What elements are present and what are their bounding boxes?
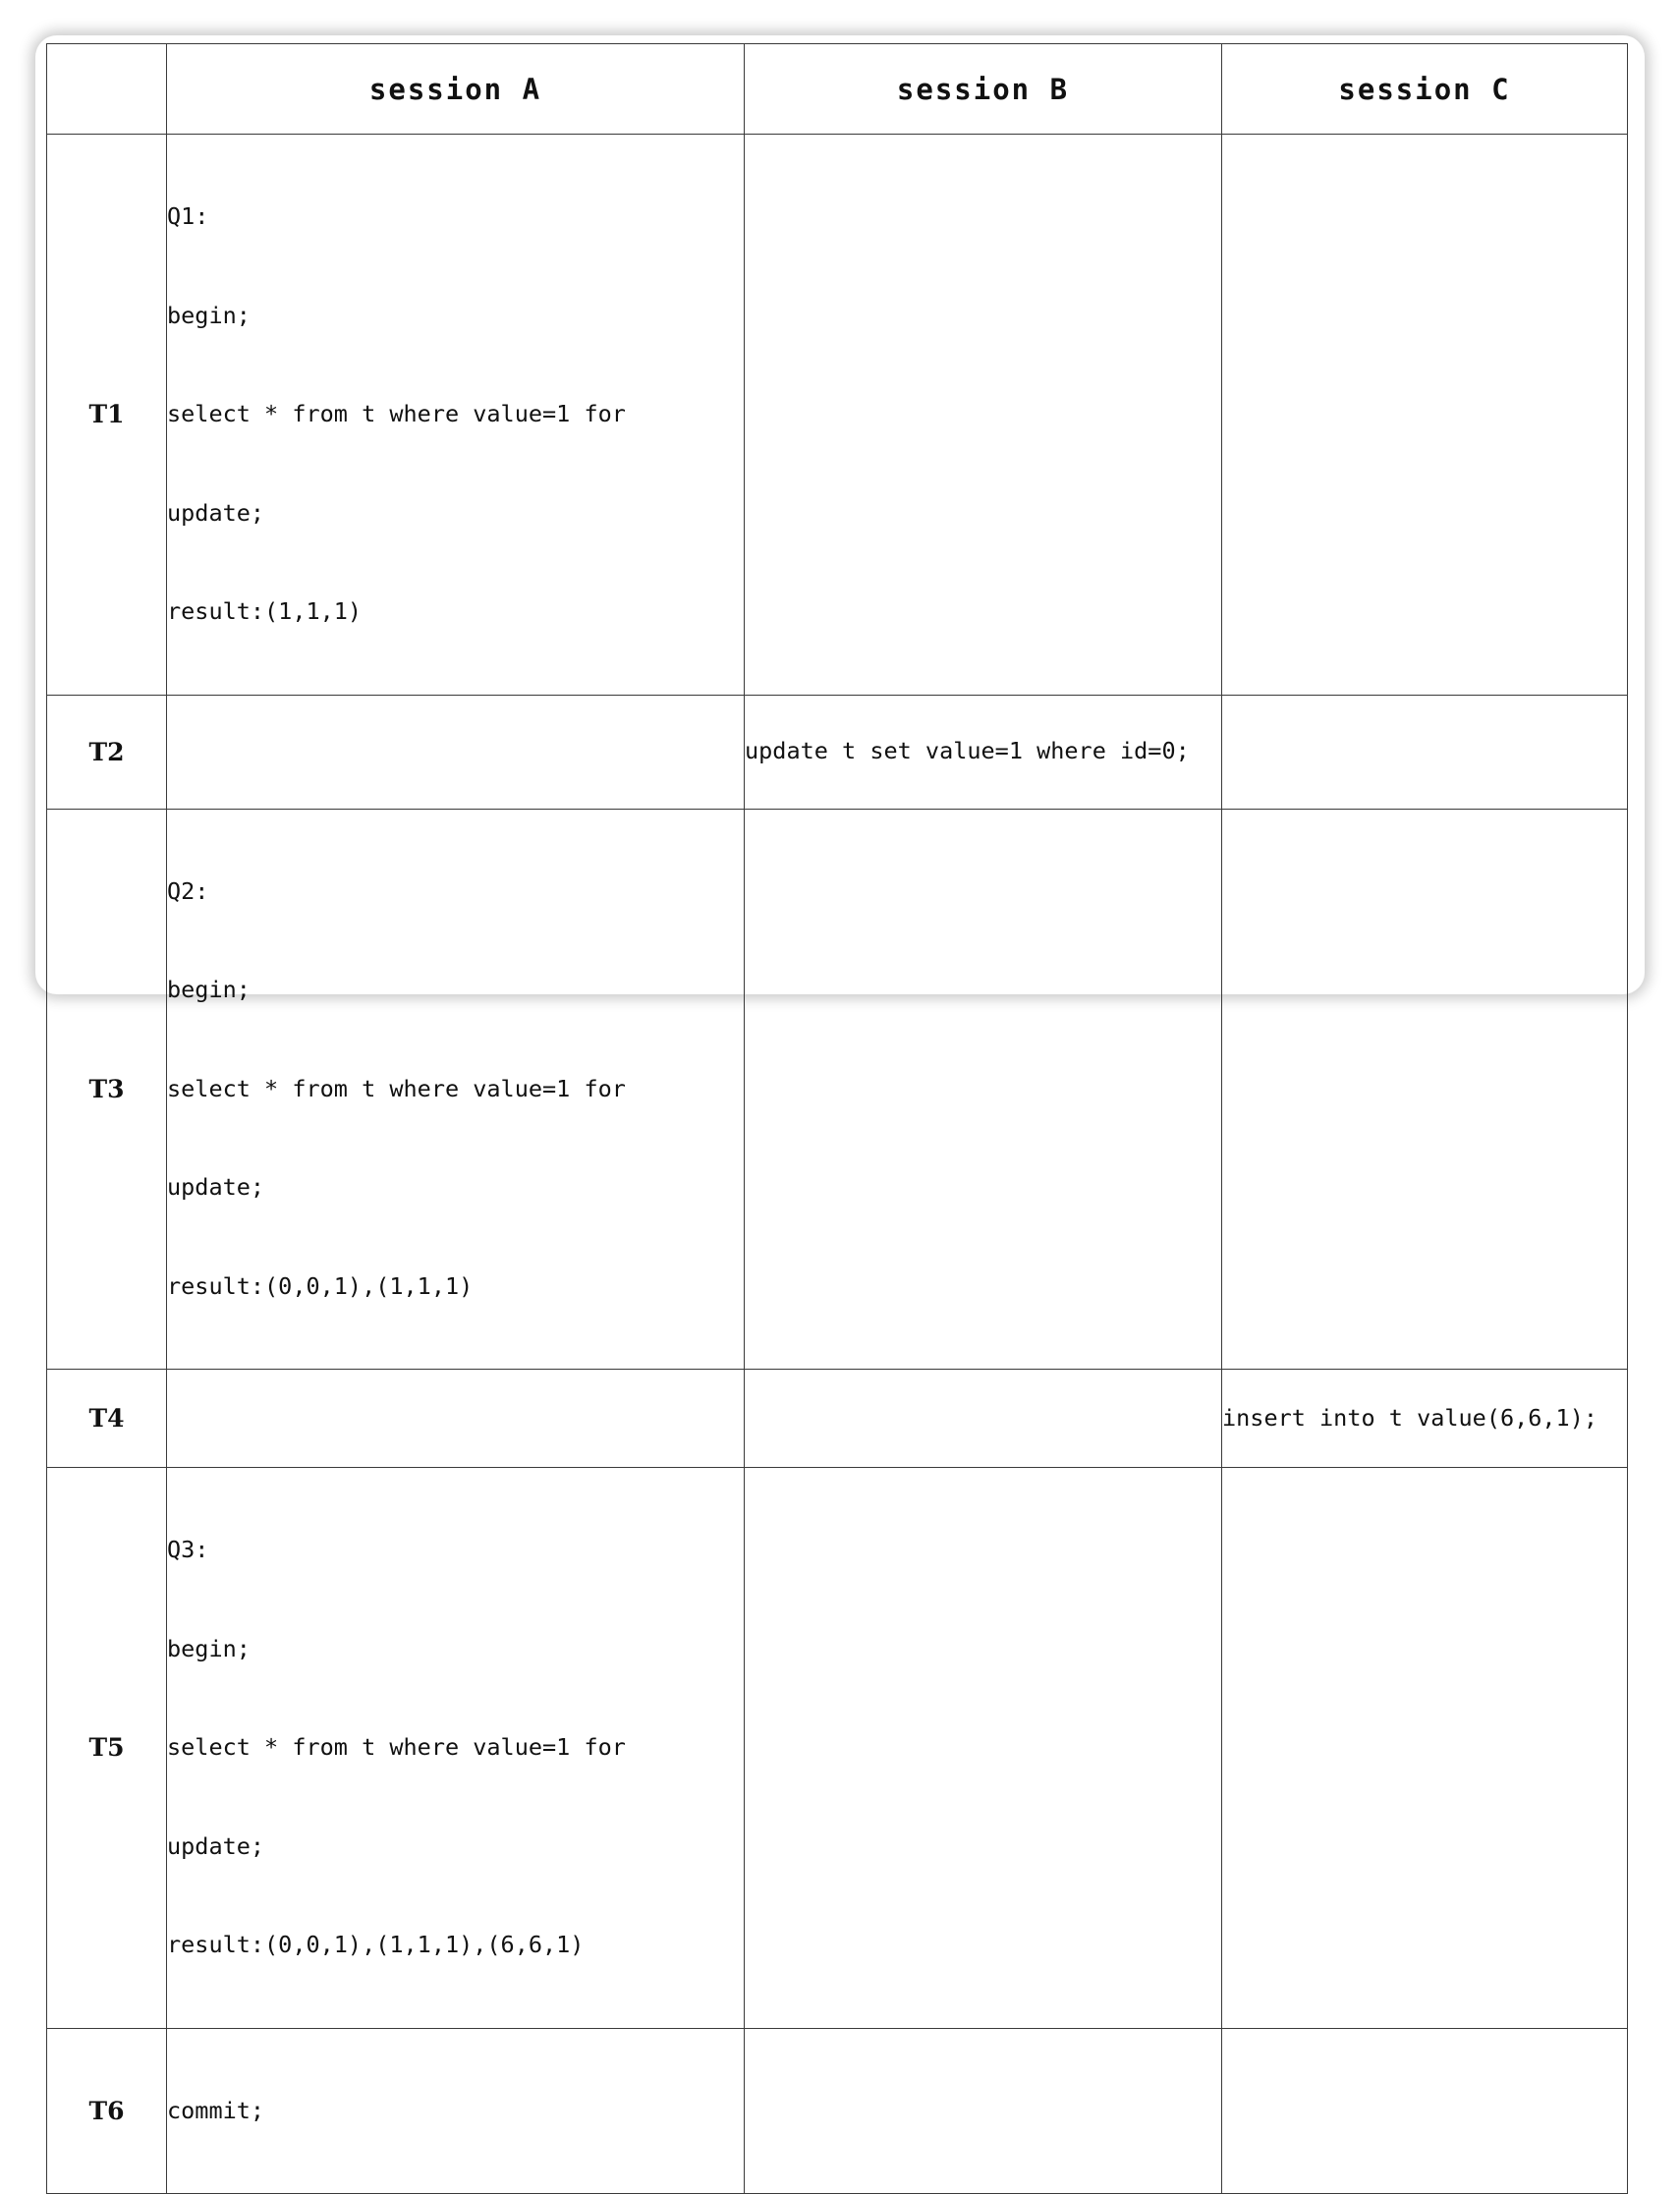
table-row bbox=[47, 1370, 1628, 1468]
code-line: Q1: bbox=[167, 202, 209, 230]
code-line: begin; bbox=[167, 1634, 251, 1662]
code-line: update; bbox=[167, 498, 265, 527]
code-line: begin; bbox=[167, 976, 251, 1003]
code-line: Q2: bbox=[167, 876, 209, 905]
session-b-cell bbox=[745, 1370, 1222, 1468]
session-a-cell bbox=[167, 695, 745, 809]
table-row bbox=[47, 2028, 1628, 2194]
header-session-c: session C bbox=[1222, 44, 1628, 135]
code-line: update; bbox=[167, 1173, 265, 1201]
code-line: Q3: bbox=[167, 1536, 209, 1563]
table-row bbox=[47, 695, 1628, 809]
row-label: T6 bbox=[47, 2028, 167, 2194]
session-c-cell bbox=[1222, 809, 1628, 1370]
session-b-cell: update t set value=1 where id=0; bbox=[745, 695, 1222, 809]
table-row bbox=[47, 135, 1628, 696]
session-c-cell bbox=[1222, 2028, 1628, 2194]
session-a-cell bbox=[167, 135, 745, 696]
session-c-cell bbox=[1222, 695, 1628, 809]
session-a-cell bbox=[167, 1468, 745, 2029]
session-b-cell bbox=[745, 2028, 1222, 2194]
code-line: select * from t where value=1 for bbox=[167, 400, 626, 427]
session-timeline-table bbox=[46, 43, 1628, 2194]
row-label: T1 bbox=[47, 135, 167, 696]
screenshot-card bbox=[35, 35, 1645, 2125]
session-b-cell bbox=[745, 135, 1222, 696]
table-row bbox=[47, 809, 1628, 1370]
code-line: result:(0,0,1),(1,1,1) bbox=[167, 1271, 474, 1300]
table-row bbox=[47, 1468, 1628, 2029]
code-line: update; bbox=[167, 1831, 265, 1860]
session-c-cell bbox=[1222, 135, 1628, 696]
row-label: T5 bbox=[47, 1468, 167, 2029]
session-a-cell bbox=[167, 809, 745, 1370]
code-line: begin; bbox=[167, 301, 251, 329]
session-b-cell bbox=[745, 809, 1222, 1370]
session-b-cell bbox=[745, 1468, 1222, 2029]
code-line: select * from t where value=1 for bbox=[167, 1074, 626, 1102]
code-line: commit; bbox=[167, 2096, 265, 2124]
header-session-b: session B bbox=[745, 44, 1222, 135]
session-a-cell bbox=[167, 2028, 745, 2194]
row-label: T4 bbox=[47, 1370, 167, 1468]
session-a-cell bbox=[167, 1370, 745, 1468]
code-line: result:(1,1,1) bbox=[167, 597, 363, 625]
code-line: select * from t where value=1 for bbox=[167, 1733, 626, 1761]
code-line: result:(0,0,1),(1,1,1),(6,6,1) bbox=[167, 1931, 585, 1958]
row-label: T2 bbox=[47, 695, 167, 809]
header-row bbox=[47, 44, 1628, 135]
row-label: T3 bbox=[47, 809, 167, 1370]
session-c-cell bbox=[1222, 1468, 1628, 2029]
header-session-a: session A bbox=[167, 44, 745, 135]
header-corner-cell bbox=[47, 44, 167, 135]
session-c-cell: insert into t value(6,6,1); bbox=[1222, 1370, 1628, 1468]
